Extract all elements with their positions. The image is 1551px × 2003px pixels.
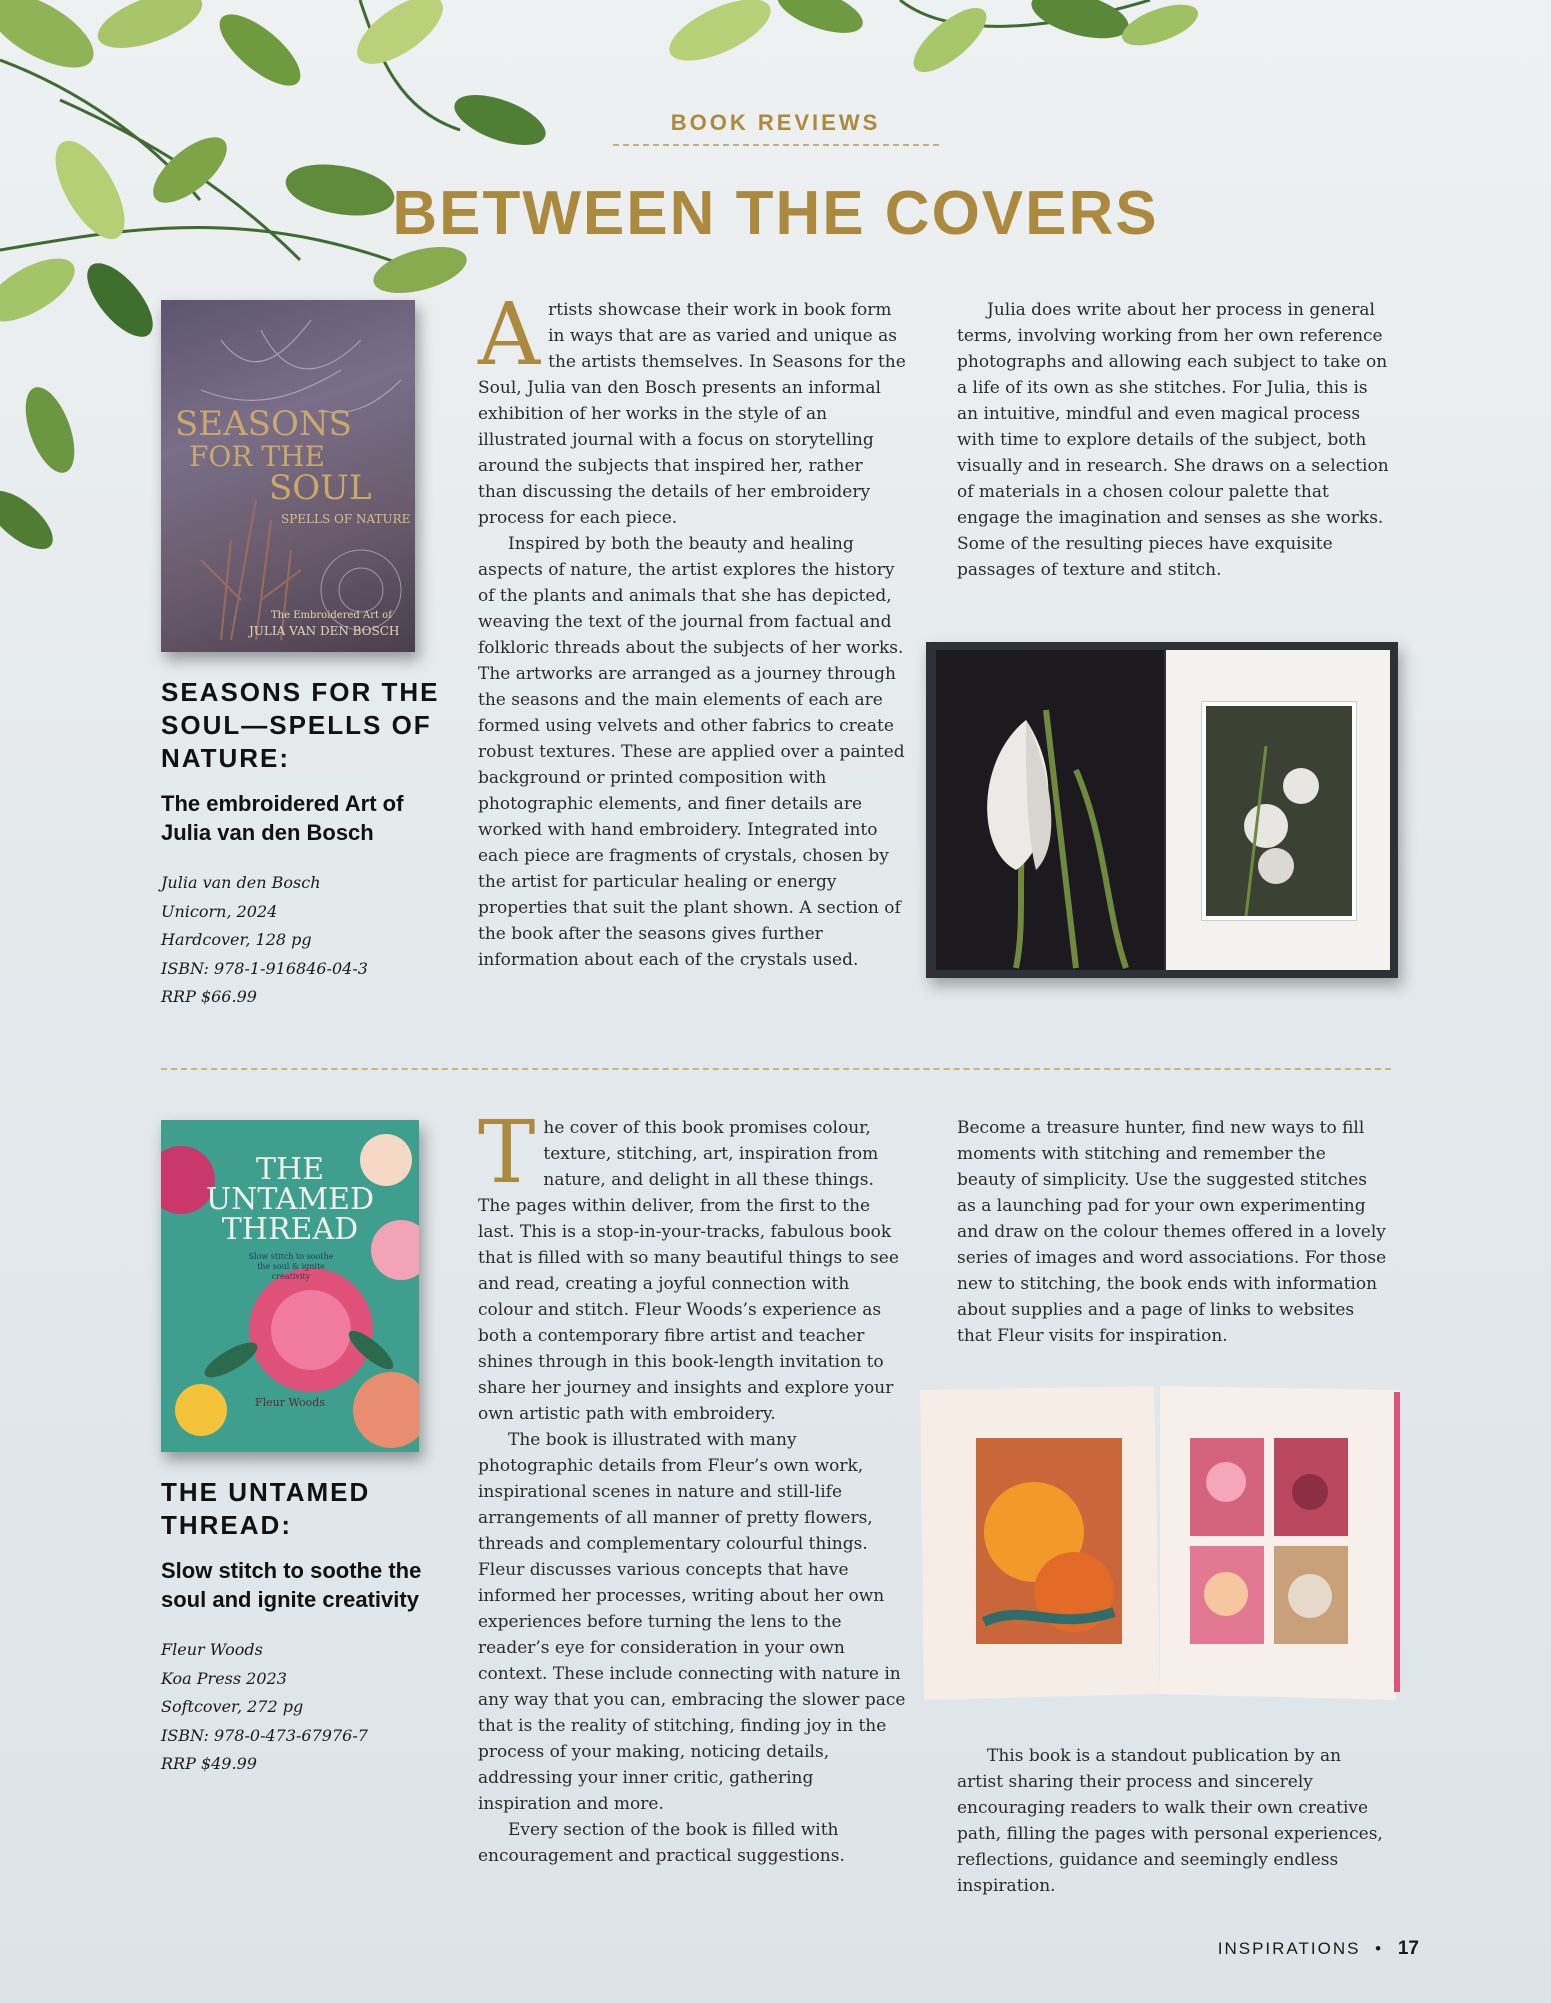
book-spread-image — [926, 642, 1398, 978]
drop-cap: T — [478, 1103, 536, 1203]
book-isbn: ISBN: 978-1-916846-04-3 — [161, 958, 368, 978]
book-cover-seasons — [161, 300, 415, 652]
cover-subtitle: SPELLS OF NATURE — [281, 512, 411, 526]
paragraph: rtists showcase their work in book form in ways that are as varied and unique as the artists themselves. In Seasons for the Soul, Julia van den Bosch presents an informal exhibition of her works in the style of an illustrated journal with a focus on storytelling around the subjects that inspired her, rather than discussing the details of her embroidery process for each piece. — [478, 300, 906, 528]
section-divider — [161, 1068, 1391, 1070]
paragraph: The book is illustrated with many photographic details from Fleur’s own work, inspirational scenes in nature and still-life arrangements of all manner of pretty flowers, threads and complementary colourful things. Fleur discusses various concepts that have informed her processes, writing about her own experiences before turning the lens to the reader’s eye for consideration in your own context. These include connecting with nature in any way that you can, embracing the slower pace that is the reality of stitching, finding joy in the process of your making, noticing details, addressing your inner critic, gathering inspiration and more. — [478, 1430, 906, 1814]
cover-title-line: SEASONS — [175, 404, 352, 444]
open-book-illustration — [914, 1382, 1406, 1702]
section-kicker: BOOK REVIEWS — [670, 110, 881, 135]
review-column-2 — [957, 297, 1392, 583]
cover-title-line: THREAD — [221, 1212, 359, 1247]
cover-subtitle: Slow stitch to soothe the soul & ignite creativity — [248, 1252, 334, 1281]
book-format: Softcover, 272 pg — [161, 1697, 304, 1716]
cover-credit: The Embroidered Art of — [271, 610, 392, 621]
magazine-name: INSPIRATIONS — [1217, 1939, 1361, 1958]
paragraph: Every section of the book is filled with encouragement and practical suggestions. — [478, 1820, 845, 1866]
paragraph: he cover of this book promises colour, texture, stitching, art, inspiration from nature, and delight in all these things. The pages within deliver, from the first to the last. This is a stop-in-your-tracks, fabulous book that is filled with so many beautiful things to see and read, creating a joyful connection with colour and stitch. Fleur Woods’s experience as both a contemporary fibre artist and teacher shines through in this book-length invitation to share her journey and insights and explore your own artistic path with embroidery. — [478, 1118, 899, 1424]
snowdrop-artwork — [936, 650, 1164, 970]
snowdrop-photo — [1202, 702, 1356, 920]
book-spread-image — [914, 1382, 1406, 1702]
spread-left-page — [936, 650, 1164, 970]
book-subtitle: Slow stitch to soothe the soul and ignite creativity — [161, 1558, 422, 1612]
book-details — [161, 869, 441, 1012]
footer-separator: • — [1375, 1939, 1384, 1958]
book-isbn: ISBN: 978-0-473-67976-7 — [161, 1725, 368, 1745]
drop-cap: A — [478, 285, 541, 385]
cover-title-line: UNTAMED — [205, 1182, 375, 1217]
book-price: RRP $66.99 — [161, 987, 257, 1006]
book-info-untamed-thread — [161, 1476, 441, 1779]
paragraph: Inspired by both the beauty and healing aspects of nature, the artist explores the history of the plants and animals that she has depicted, weaving the text of the journal from factual and folkloric threads about the subjects of her works. The artworks are arranged as a journey through the seasons and the main elements of each are formed using velvets and other fabrics to create robust textures. These are applied over a painted background or printed composition with photographic elements, and finer details are worked with hand embroidery. Integrated into each piece are fragments of crystals, chosen by the artist for particular healing or energy properties that suit the plant shown. A section of the book after the seasons gives further information about each of the crystals used. — [478, 534, 905, 970]
book-publisher: Unicorn, 2024 — [161, 901, 278, 921]
book-author: Julia van den Bosch — [161, 873, 321, 892]
page-title: BETWEEN THE COVERS — [392, 179, 1159, 248]
book-info-seasons — [161, 676, 441, 1012]
book-format: Hardcover, 128 pg — [161, 930, 312, 949]
book-details — [161, 1636, 441, 1779]
page-footer — [1218, 1938, 1419, 1960]
review-column-2 — [957, 1115, 1387, 1349]
cover-title-line: SOUL — [269, 468, 372, 508]
review-column-3 — [957, 1743, 1387, 1899]
book-cover-untamed-thread — [161, 1120, 419, 1452]
book-price: RRP $49.99 — [161, 1754, 257, 1773]
page-number: 17 — [1397, 1938, 1419, 1959]
kicker-divider — [613, 144, 939, 146]
paragraph: Become a treasure hunter, find new ways to fill moments with stitching and remember the beauty of simplicity. Use the suggested stitches as a launching pad for your own experimenting and draw on the colour themes offered in a lovely series of images and word associations. For those new to stitching, the book ends with information about supplies and a page of links to websites that Fleur visits for inspiration. — [957, 1118, 1387, 1346]
book-author: Fleur Woods — [161, 1640, 263, 1659]
book-subtitle: The embroidered Art of Julia van den Bosch — [161, 791, 404, 845]
cover-title-line: THE — [255, 1152, 325, 1187]
paragraph: Julia does write about her process in general terms, involving working from her own reference photographs and allowing each subject to take on a life of its own as she stitches. For Julia, this is an intuitive, mindful and even magical process with time to explore details of the subject, both visually and in research. She draws on a selection of materials in a chosen colour palette that engage the imagination and senses as she works. Some of the resulting pieces have exquisite passages of texture and stitch. — [957, 300, 1389, 580]
book-title: SEASONS FOR THE SOUL—SPELLS OF NATURE: — [161, 677, 440, 773]
review-column-1 — [478, 285, 906, 973]
paragraph: This book is a standout publication by an artist sharing their process and sincerely encouraging readers to walk their own creative path, filling the pages with personal experiences, reflections, guidance and seemingly endless inspiration. — [957, 1746, 1383, 1896]
book-publisher: Koa Press 2023 — [161, 1668, 287, 1688]
cover-author: Fleur Woods — [255, 1396, 325, 1409]
cover-author: JULIA VAN DEN BOSCH — [249, 624, 400, 638]
book-title: THE UNTAMED THREAD: — [161, 1477, 371, 1540]
spread-right-page — [1166, 650, 1390, 970]
review-column-1 — [478, 1103, 906, 1869]
cover-title-line: FOR THE — [189, 440, 325, 473]
